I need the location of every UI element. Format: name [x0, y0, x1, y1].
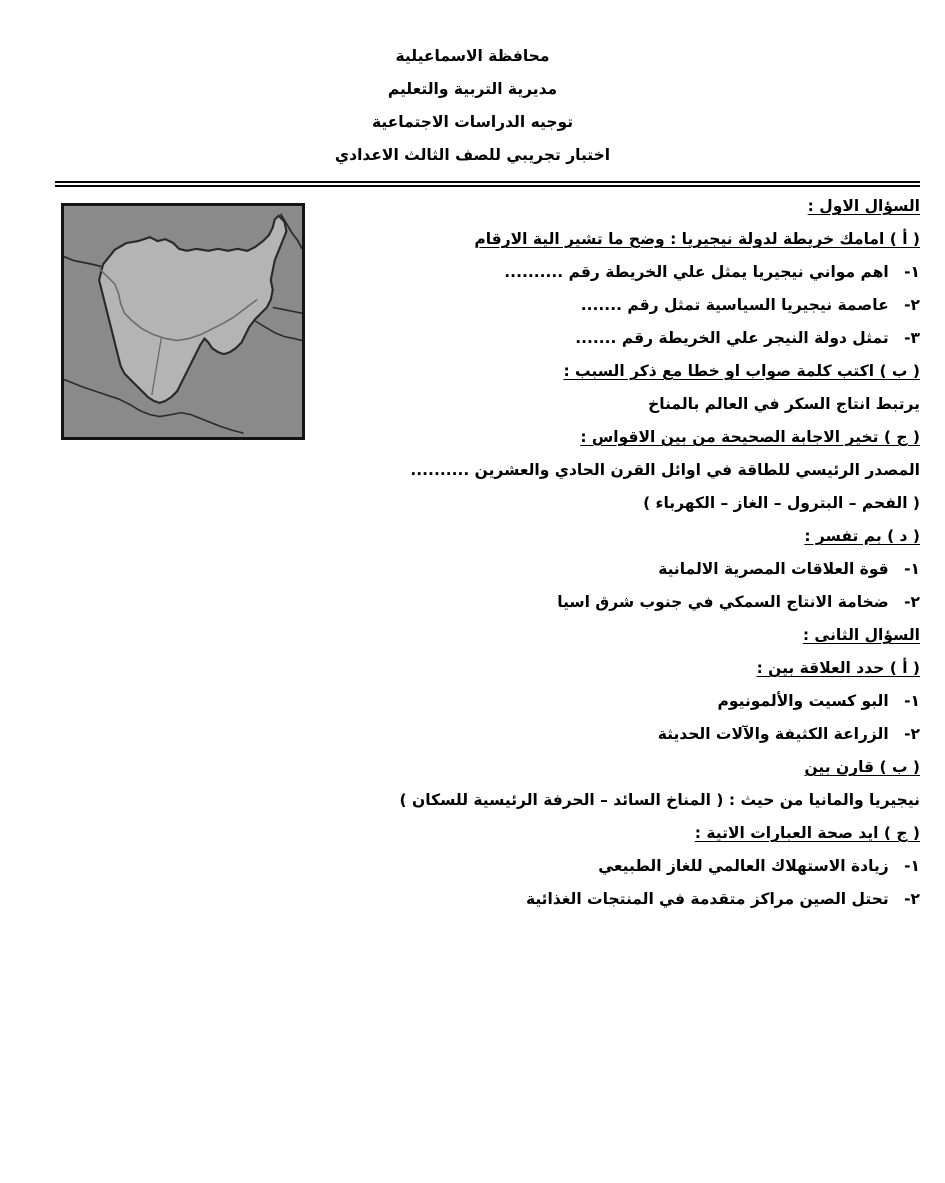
question1-part-d-heading: ( د ) بم تفسر :	[804, 527, 920, 545]
question2-title: السؤال الثانى :	[802, 626, 920, 644]
list-marker: ٣-	[904, 329, 920, 347]
list-marker: ١-	[904, 857, 920, 875]
list-item-text: زيادة الاستهلاك العالمي للغاز الطبيعي	[598, 857, 889, 875]
question1-part-c-heading: ( ج ) تخير الاجابة الصحيحة من بين الاقواس :	[580, 428, 920, 446]
list-item-text: تحتل الصين مراكز متقدمة في المنتجات الغذائية	[525, 890, 889, 908]
header-line-exam-title: اختبار تجريبي للصف الثالث الاعدادي	[334, 146, 611, 164]
header-line-department: توجيه الدراسات الاجتماعية	[371, 113, 574, 131]
question1-part-d-item-2	[25, 586, 920, 619]
list-marker: ٢-	[904, 725, 920, 743]
question1-part-a-item-2	[25, 289, 920, 322]
question1-part-c-options: ( الفحم – البترول – الغاز – الكهرباء )	[643, 494, 920, 512]
list-marker: ٢-	[904, 890, 920, 908]
list-item-text: البو كسيت والألمونيوم	[717, 692, 889, 710]
question1-part-b-statement: يرتبط انتاج السكر في العالم بالمناخ	[648, 395, 920, 413]
list-item-text: عاصمة نيجيريا السياسية تمثل رقم .......	[580, 296, 889, 314]
question2-part-b-heading: ( ب ) قارن بين	[804, 758, 920, 776]
list-item-text: الزراعة الكثيفة والآلات الحديثة	[657, 725, 889, 743]
question1-part-c-statement: المصدر الرئيسي للطاقة في اوائل القرن الحادي والعشرين ..........	[410, 461, 920, 479]
question2-part-c-item-1	[25, 850, 920, 883]
list-item-text: قوة العلاقات المصرية الالمانية	[658, 560, 889, 578]
question1-part-a-item-3	[25, 322, 920, 355]
list-marker: ٢-	[904, 296, 920, 314]
divider-line-top	[55, 181, 920, 183]
exam-content	[25, 190, 920, 916]
question1-part-d-item-1	[25, 553, 920, 586]
header-line-governorate: محافظة الاسماعيلية	[395, 47, 550, 65]
list-item-text: تمثل دولة النيجر علي الخريطة رقم .......	[575, 329, 889, 347]
list-marker: ٢-	[904, 593, 920, 611]
divider-line-bottom	[55, 185, 920, 187]
header-line-directorate: مديرية التربية والتعليم	[387, 80, 558, 98]
question2-part-c-heading: ( ج ) ايد صحة العبارات الاتية :	[694, 824, 920, 842]
question2-part-a-heading: ( أ ) حدد العلاقة بين :	[756, 659, 920, 677]
header-divider	[55, 181, 920, 187]
question2-part-b-statement: نيجيريا والمانيا من حيث : ( المناخ السائد – الحرفة الرئيسية للسكان )	[399, 791, 920, 809]
question1-title: السؤال الاول :	[807, 197, 920, 215]
question2-part-a-item-1	[25, 685, 920, 718]
question1-part-a-heading: ( أ ) امامك خريطة لدولة نيجيريا : وضح ما تشير الية الارقام	[474, 230, 920, 248]
list-item-text: اهم مواني نيجيريا يمثل علي الخريطة رقم ..........	[504, 263, 889, 281]
document-header	[0, 40, 945, 172]
question2-part-a-item-2	[25, 718, 920, 751]
list-marker: ١-	[904, 692, 920, 710]
list-marker: ١-	[904, 560, 920, 578]
question1-part-a-item-1	[25, 256, 920, 289]
question1-part-b-heading: ( ب ) اكتب كلمة صواب او خطا مع ذكر السبب :	[563, 362, 920, 380]
list-item-text: ضخامة الانتاج السمكي في جنوب شرق اسيا	[557, 593, 889, 611]
question2-part-c-item-2	[25, 883, 920, 916]
list-marker: ١-	[904, 263, 920, 281]
